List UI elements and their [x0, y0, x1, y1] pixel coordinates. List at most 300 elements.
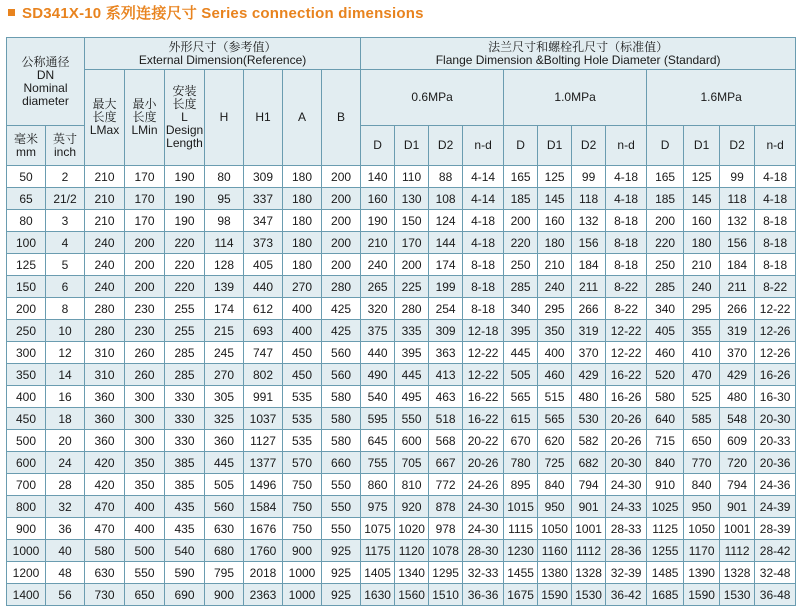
table-cell: 8-22	[606, 276, 647, 298]
table-cell: 560	[205, 496, 244, 518]
table-cell: 255	[165, 298, 205, 320]
table-cell: 200	[322, 232, 361, 254]
table-cell: 12-26	[755, 342, 796, 364]
table-cell: 265	[361, 276, 395, 298]
table-cell: 180	[283, 166, 322, 188]
table-cell: 550	[322, 474, 361, 496]
table-cell: 320	[361, 298, 395, 320]
header-external	[85, 38, 361, 70]
table-cell: 440	[361, 342, 395, 364]
table-row	[7, 210, 796, 232]
table-cell: 190	[165, 210, 205, 232]
table-cell: 525	[684, 386, 720, 408]
header-lmax-line2: 长度	[92, 110, 117, 124]
table-cell: 550	[125, 562, 165, 584]
table-cell: 270	[205, 364, 244, 386]
table-cell: 682	[572, 452, 606, 474]
table-cell: 8-18	[606, 232, 647, 254]
table-cell: 540	[361, 386, 395, 408]
table-cell: 180	[283, 210, 322, 232]
table-cell: 200	[322, 166, 361, 188]
table-cell: 400	[7, 386, 46, 408]
header-lmin-line3: LMin	[131, 123, 158, 137]
table-cell: 400	[125, 496, 165, 518]
table-cell: 285	[165, 342, 205, 364]
table-cell: 4-14	[463, 166, 504, 188]
header-inch-cn: 英寸	[53, 131, 78, 146]
table-cell: 565	[504, 386, 538, 408]
table-cell: 8-18	[755, 254, 796, 276]
table-cell: 240	[684, 276, 720, 298]
table-cell: 95	[205, 188, 244, 210]
table-cell: 285	[504, 276, 538, 298]
table-cell: 400	[538, 342, 572, 364]
table-cell: 705	[395, 452, 429, 474]
table-cell: 901	[572, 496, 606, 518]
table-cell: 16-22	[463, 408, 504, 430]
table-cell: 12-18	[463, 320, 504, 342]
table-cell: 240	[361, 254, 395, 276]
table-cell: 1630	[361, 584, 395, 606]
table-cell: 12-22	[463, 364, 504, 386]
table-cell: 139	[205, 276, 244, 298]
table-cell: 210	[85, 188, 125, 210]
table-row	[7, 320, 796, 342]
table-cell: 114	[205, 232, 244, 254]
table-cell: 118	[572, 188, 606, 210]
table-row	[7, 518, 796, 540]
table-cell: 210	[538, 254, 572, 276]
table-cell: 4-18	[755, 188, 796, 210]
table-cell: 595	[361, 408, 395, 430]
table-cell: 490	[361, 364, 395, 386]
table-cell: 20-26	[606, 408, 647, 430]
table-cell: 145	[684, 188, 720, 210]
table-cell: 174	[205, 298, 244, 320]
table-cell: 145	[538, 188, 572, 210]
table-cell: 108	[429, 188, 463, 210]
table-cell: 630	[205, 518, 244, 540]
table-cell: 925	[322, 584, 361, 606]
header-lmin	[125, 70, 165, 166]
table-cell: 240	[85, 254, 125, 276]
table-cell: 220	[647, 232, 684, 254]
table-cell: 300	[125, 430, 165, 452]
table-cell: 12-22	[606, 342, 647, 364]
table-cell: 3	[46, 210, 85, 232]
table-cell: 580	[85, 540, 125, 562]
table-cell: 860	[361, 474, 395, 496]
table-row	[7, 496, 796, 518]
table-cell: 580	[322, 408, 361, 430]
table-cell: 309	[244, 166, 283, 188]
table-cell: 125	[538, 166, 572, 188]
table-cell: 1050	[684, 518, 720, 540]
table-cell: 8-22	[606, 298, 647, 320]
table-cell: 319	[720, 320, 755, 342]
table-cell: 360	[205, 430, 244, 452]
table-cell: 1230	[504, 540, 538, 562]
table-cell: 895	[504, 474, 538, 496]
table-cell: 199	[429, 276, 463, 298]
table-cell: 1170	[684, 540, 720, 562]
table-cell: 360	[85, 386, 125, 408]
table-cell: 1050	[538, 518, 572, 540]
table-cell: 200	[125, 254, 165, 276]
table-row	[7, 584, 796, 606]
table-cell: 180	[283, 232, 322, 254]
table-cell: 28-36	[606, 540, 647, 562]
header-d-10: D	[504, 126, 538, 166]
table-cell: 295	[684, 298, 720, 320]
table-cell: 1590	[684, 584, 720, 606]
header-d1-10: D1	[538, 126, 572, 166]
table-cell: 1380	[538, 562, 572, 584]
table-cell: 325	[205, 408, 244, 430]
table-cell: 270	[283, 276, 322, 298]
table-cell: 99	[720, 166, 755, 188]
table-cell: 4	[46, 232, 85, 254]
table-cell: 609	[720, 430, 755, 452]
table-cell: 1200	[7, 562, 46, 584]
table-cell: 460	[647, 342, 684, 364]
table-cell: 810	[395, 474, 429, 496]
table-cell: 200	[647, 210, 684, 232]
table-cell: 670	[504, 430, 538, 452]
table-cell: 8-18	[463, 298, 504, 320]
table-cell: 48	[46, 562, 85, 584]
table-cell: 220	[504, 232, 538, 254]
table-cell: 50	[7, 166, 46, 188]
table-cell: 1377	[244, 452, 283, 474]
table-cell: 190	[165, 166, 205, 188]
table-cell: 200	[322, 188, 361, 210]
table-cell: 1112	[720, 540, 755, 562]
table-cell: 518	[429, 408, 463, 430]
table-cell: 950	[538, 496, 572, 518]
table-cell: 255	[165, 320, 205, 342]
table-cell: 165	[504, 166, 538, 188]
table-cell: 515	[538, 386, 572, 408]
table-row	[7, 452, 796, 474]
table-cell: 413	[429, 364, 463, 386]
table-cell: 330	[165, 430, 205, 452]
header-d2-16: D2	[720, 126, 755, 166]
table-cell: 280	[85, 320, 125, 342]
table-cell: 24-30	[463, 496, 504, 518]
table-cell: 88	[429, 166, 463, 188]
table-cell: 28-30	[463, 540, 504, 562]
table-cell: 211	[720, 276, 755, 298]
table-cell: 1590	[538, 584, 572, 606]
table-cell: 650	[684, 430, 720, 452]
header-lmin-line1: 最小	[132, 97, 157, 111]
table-cell: 910	[647, 474, 684, 496]
table-cell: 565	[538, 408, 572, 430]
table-cell: 1015	[504, 496, 538, 518]
table-cell: 8-18	[606, 254, 647, 276]
table-cell: 429	[720, 364, 755, 386]
table-cell: 420	[85, 474, 125, 496]
table-cell: 184	[720, 254, 755, 276]
table-cell: 878	[429, 496, 463, 518]
header-nd-06: n-d	[463, 126, 504, 166]
table-cell: 1000	[7, 540, 46, 562]
header-d-06: D	[361, 126, 395, 166]
table-cell: 16	[46, 386, 85, 408]
table-cell: 4-18	[606, 166, 647, 188]
table-cell: 1675	[504, 584, 538, 606]
header-design-length	[165, 70, 205, 166]
table-cell: 420	[85, 452, 125, 474]
header-lmax-line1: 最大	[92, 97, 117, 111]
table-cell: 425	[322, 298, 361, 320]
table-cell: 450	[7, 408, 46, 430]
table-cell: 230	[125, 298, 165, 320]
table-cell: 1496	[244, 474, 283, 496]
table-row	[7, 276, 796, 298]
table-cell: 220	[165, 276, 205, 298]
header-pressure-16: 1.6MPa	[647, 70, 796, 126]
header-dn-code: DN	[36, 67, 55, 82]
table-cell: 300	[7, 342, 46, 364]
table-cell: 8-18	[606, 210, 647, 232]
table-cell: 18	[46, 408, 85, 430]
table-cell: 210	[85, 166, 125, 188]
table-row	[7, 430, 796, 452]
table-cell: 24-30	[606, 474, 647, 496]
table-cell: 8-18	[463, 276, 504, 298]
table-cell: 174	[429, 254, 463, 276]
table-cell: 20-22	[463, 430, 504, 452]
page-title: SD341X-10 系列连接尺寸 Series connection dimensions	[22, 5, 424, 22]
table-cell: 1175	[361, 540, 395, 562]
header-h1: H1	[244, 70, 283, 166]
table-cell: 8	[46, 298, 85, 320]
table-cell: 40	[46, 540, 85, 562]
table-cell: 20-30	[755, 408, 796, 430]
table-cell: 1120	[395, 540, 429, 562]
table-cell: 1676	[244, 518, 283, 540]
header-mm	[7, 126, 46, 166]
table-cell: 32	[46, 496, 85, 518]
table-cell: 2	[46, 166, 85, 188]
table-cell: 1560	[395, 584, 429, 606]
table-cell: 535	[283, 386, 322, 408]
table-cell: 200	[322, 254, 361, 276]
header-flange	[361, 38, 796, 70]
table-cell: 20	[46, 430, 85, 452]
table-cell: 280	[395, 298, 429, 320]
table-cell: 24-39	[755, 496, 796, 518]
table-cell: 132	[720, 210, 755, 232]
table-cell: 375	[361, 320, 395, 342]
header-d-16: D	[647, 126, 684, 166]
table-cell: 4-18	[755, 166, 796, 188]
table-cell: 750	[283, 518, 322, 540]
table-cell: 8-18	[755, 232, 796, 254]
table-cell: 98	[205, 210, 244, 232]
table-cell: 28-33	[606, 518, 647, 540]
table-cell: 180	[538, 232, 572, 254]
table-cell: 350	[538, 320, 572, 342]
table-cell: 12-26	[755, 320, 796, 342]
table-cell: 295	[538, 298, 572, 320]
header-d1-06: D1	[395, 126, 429, 166]
table-cell: 730	[85, 584, 125, 606]
table-cell: 925	[322, 562, 361, 584]
table-cell: 36-48	[755, 584, 796, 606]
table-cell: 535	[283, 430, 322, 452]
table-row	[7, 232, 796, 254]
table-cell: 991	[244, 386, 283, 408]
table-cell: 80	[7, 210, 46, 232]
table-cell: 16-30	[755, 386, 796, 408]
table-cell: 250	[7, 320, 46, 342]
table-body	[7, 166, 796, 606]
header-mm-cn: 毫米	[13, 131, 38, 146]
table-cell: 370	[720, 342, 755, 364]
table-cell: 370	[572, 342, 606, 364]
table-cell: 10	[46, 320, 85, 342]
table-cell: 32-39	[606, 562, 647, 584]
table-row	[7, 562, 796, 584]
table-cell: 480	[720, 386, 755, 408]
table-cell: 4-18	[463, 210, 504, 232]
table-cell: 463	[429, 386, 463, 408]
table-row	[7, 408, 796, 430]
table-cell: 124	[429, 210, 463, 232]
table-cell: 118	[720, 188, 755, 210]
header-design-line3: L	[181, 110, 188, 124]
table-cell: 840	[684, 474, 720, 496]
header-pressure-06: 0.6MPa	[361, 70, 504, 126]
table-cell: 1115	[504, 518, 538, 540]
table-cell: 8-22	[755, 276, 796, 298]
table-cell: 1530	[720, 584, 755, 606]
table-cell: 254	[429, 298, 463, 320]
table-row	[7, 298, 796, 320]
table-cell: 309	[429, 320, 463, 342]
table-cell: 200	[322, 210, 361, 232]
table-cell: 568	[429, 430, 463, 452]
table-cell: 480	[572, 386, 606, 408]
table-cell: 530	[572, 408, 606, 430]
table-row	[7, 342, 796, 364]
table-cell: 319	[572, 320, 606, 342]
table-cell: 20-26	[463, 452, 504, 474]
table-cell: 660	[322, 452, 361, 474]
table-cell: 840	[538, 474, 572, 496]
table-cell: 184	[572, 254, 606, 276]
table-cell: 620	[538, 430, 572, 452]
table-cell: 1390	[684, 562, 720, 584]
table-cell: 1400	[7, 584, 46, 606]
table-cell: 445	[205, 452, 244, 474]
table-cell: 667	[429, 452, 463, 474]
table-cell: 280	[85, 298, 125, 320]
table-cell: 580	[647, 386, 684, 408]
table-cell: 1685	[647, 584, 684, 606]
table-cell: 590	[165, 562, 205, 584]
table-cell: 500	[7, 430, 46, 452]
table-cell: 360	[85, 430, 125, 452]
table-cell: 612	[244, 298, 283, 320]
table-cell: 300	[125, 408, 165, 430]
table-cell: 36-36	[463, 584, 504, 606]
table-cell: 36-42	[606, 584, 647, 606]
header-dn-en1: Nominal	[23, 80, 68, 95]
table-cell: 100	[7, 232, 46, 254]
table-cell: 582	[572, 430, 606, 452]
table-cell: 1328	[720, 562, 755, 584]
table-cell: 720	[720, 452, 755, 474]
table-cell: 1485	[647, 562, 684, 584]
table-cell: 240	[85, 232, 125, 254]
table-cell: 450	[283, 364, 322, 386]
table-cell: 580	[322, 386, 361, 408]
table-cell: 210	[684, 254, 720, 276]
table-cell: 1760	[244, 540, 283, 562]
table-cell: 1340	[395, 562, 429, 584]
table-cell: 80	[205, 166, 244, 188]
table-cell: 260	[125, 342, 165, 364]
table-cell: 185	[647, 188, 684, 210]
table-cell: 340	[647, 298, 684, 320]
header-external-cn: 外形尺寸（参考值）	[168, 39, 277, 54]
table-row	[7, 166, 796, 188]
table-cell: 21/2	[46, 188, 85, 210]
table-cell: 650	[125, 584, 165, 606]
table-cell: 725	[538, 452, 572, 474]
header-lmin-line2: 长度	[132, 110, 157, 124]
table-cell: 330	[165, 408, 205, 430]
table-cell: 355	[684, 320, 720, 342]
table-cell: 925	[322, 540, 361, 562]
table-cell: 16-22	[606, 364, 647, 386]
table-cell: 4-18	[606, 188, 647, 210]
table-cell: 337	[244, 188, 283, 210]
table-cell: 5	[46, 254, 85, 276]
table-cell: 470	[684, 364, 720, 386]
table-cell: 266	[720, 298, 755, 320]
table-cell: 978	[429, 518, 463, 540]
header-lmax-line3: LMax	[89, 123, 120, 137]
table-cell: 65	[7, 188, 46, 210]
table-cell: 750	[283, 474, 322, 496]
table-cell: 495	[395, 386, 429, 408]
table-cell: 350	[7, 364, 46, 386]
table-cell: 12-22	[606, 320, 647, 342]
table-cell: 794	[720, 474, 755, 496]
table-cell: 395	[504, 320, 538, 342]
table-cell: 28-39	[755, 518, 796, 540]
header-flange-cn: 法兰尺寸和螺栓孔尺寸（标准值）	[488, 39, 669, 54]
table-cell: 24-26	[463, 474, 504, 496]
table-cell: 772	[429, 474, 463, 496]
table-cell: 405	[244, 254, 283, 276]
table-cell: 445	[504, 342, 538, 364]
table-cell: 373	[244, 232, 283, 254]
table-cell: 500	[125, 540, 165, 562]
header-b: B	[322, 70, 361, 166]
table-cell: 245	[205, 342, 244, 364]
table-cell: 156	[720, 232, 755, 254]
table-cell: 28-42	[755, 540, 796, 562]
table-cell: 450	[283, 342, 322, 364]
table-cell: 505	[205, 474, 244, 496]
table-cell: 435	[165, 496, 205, 518]
